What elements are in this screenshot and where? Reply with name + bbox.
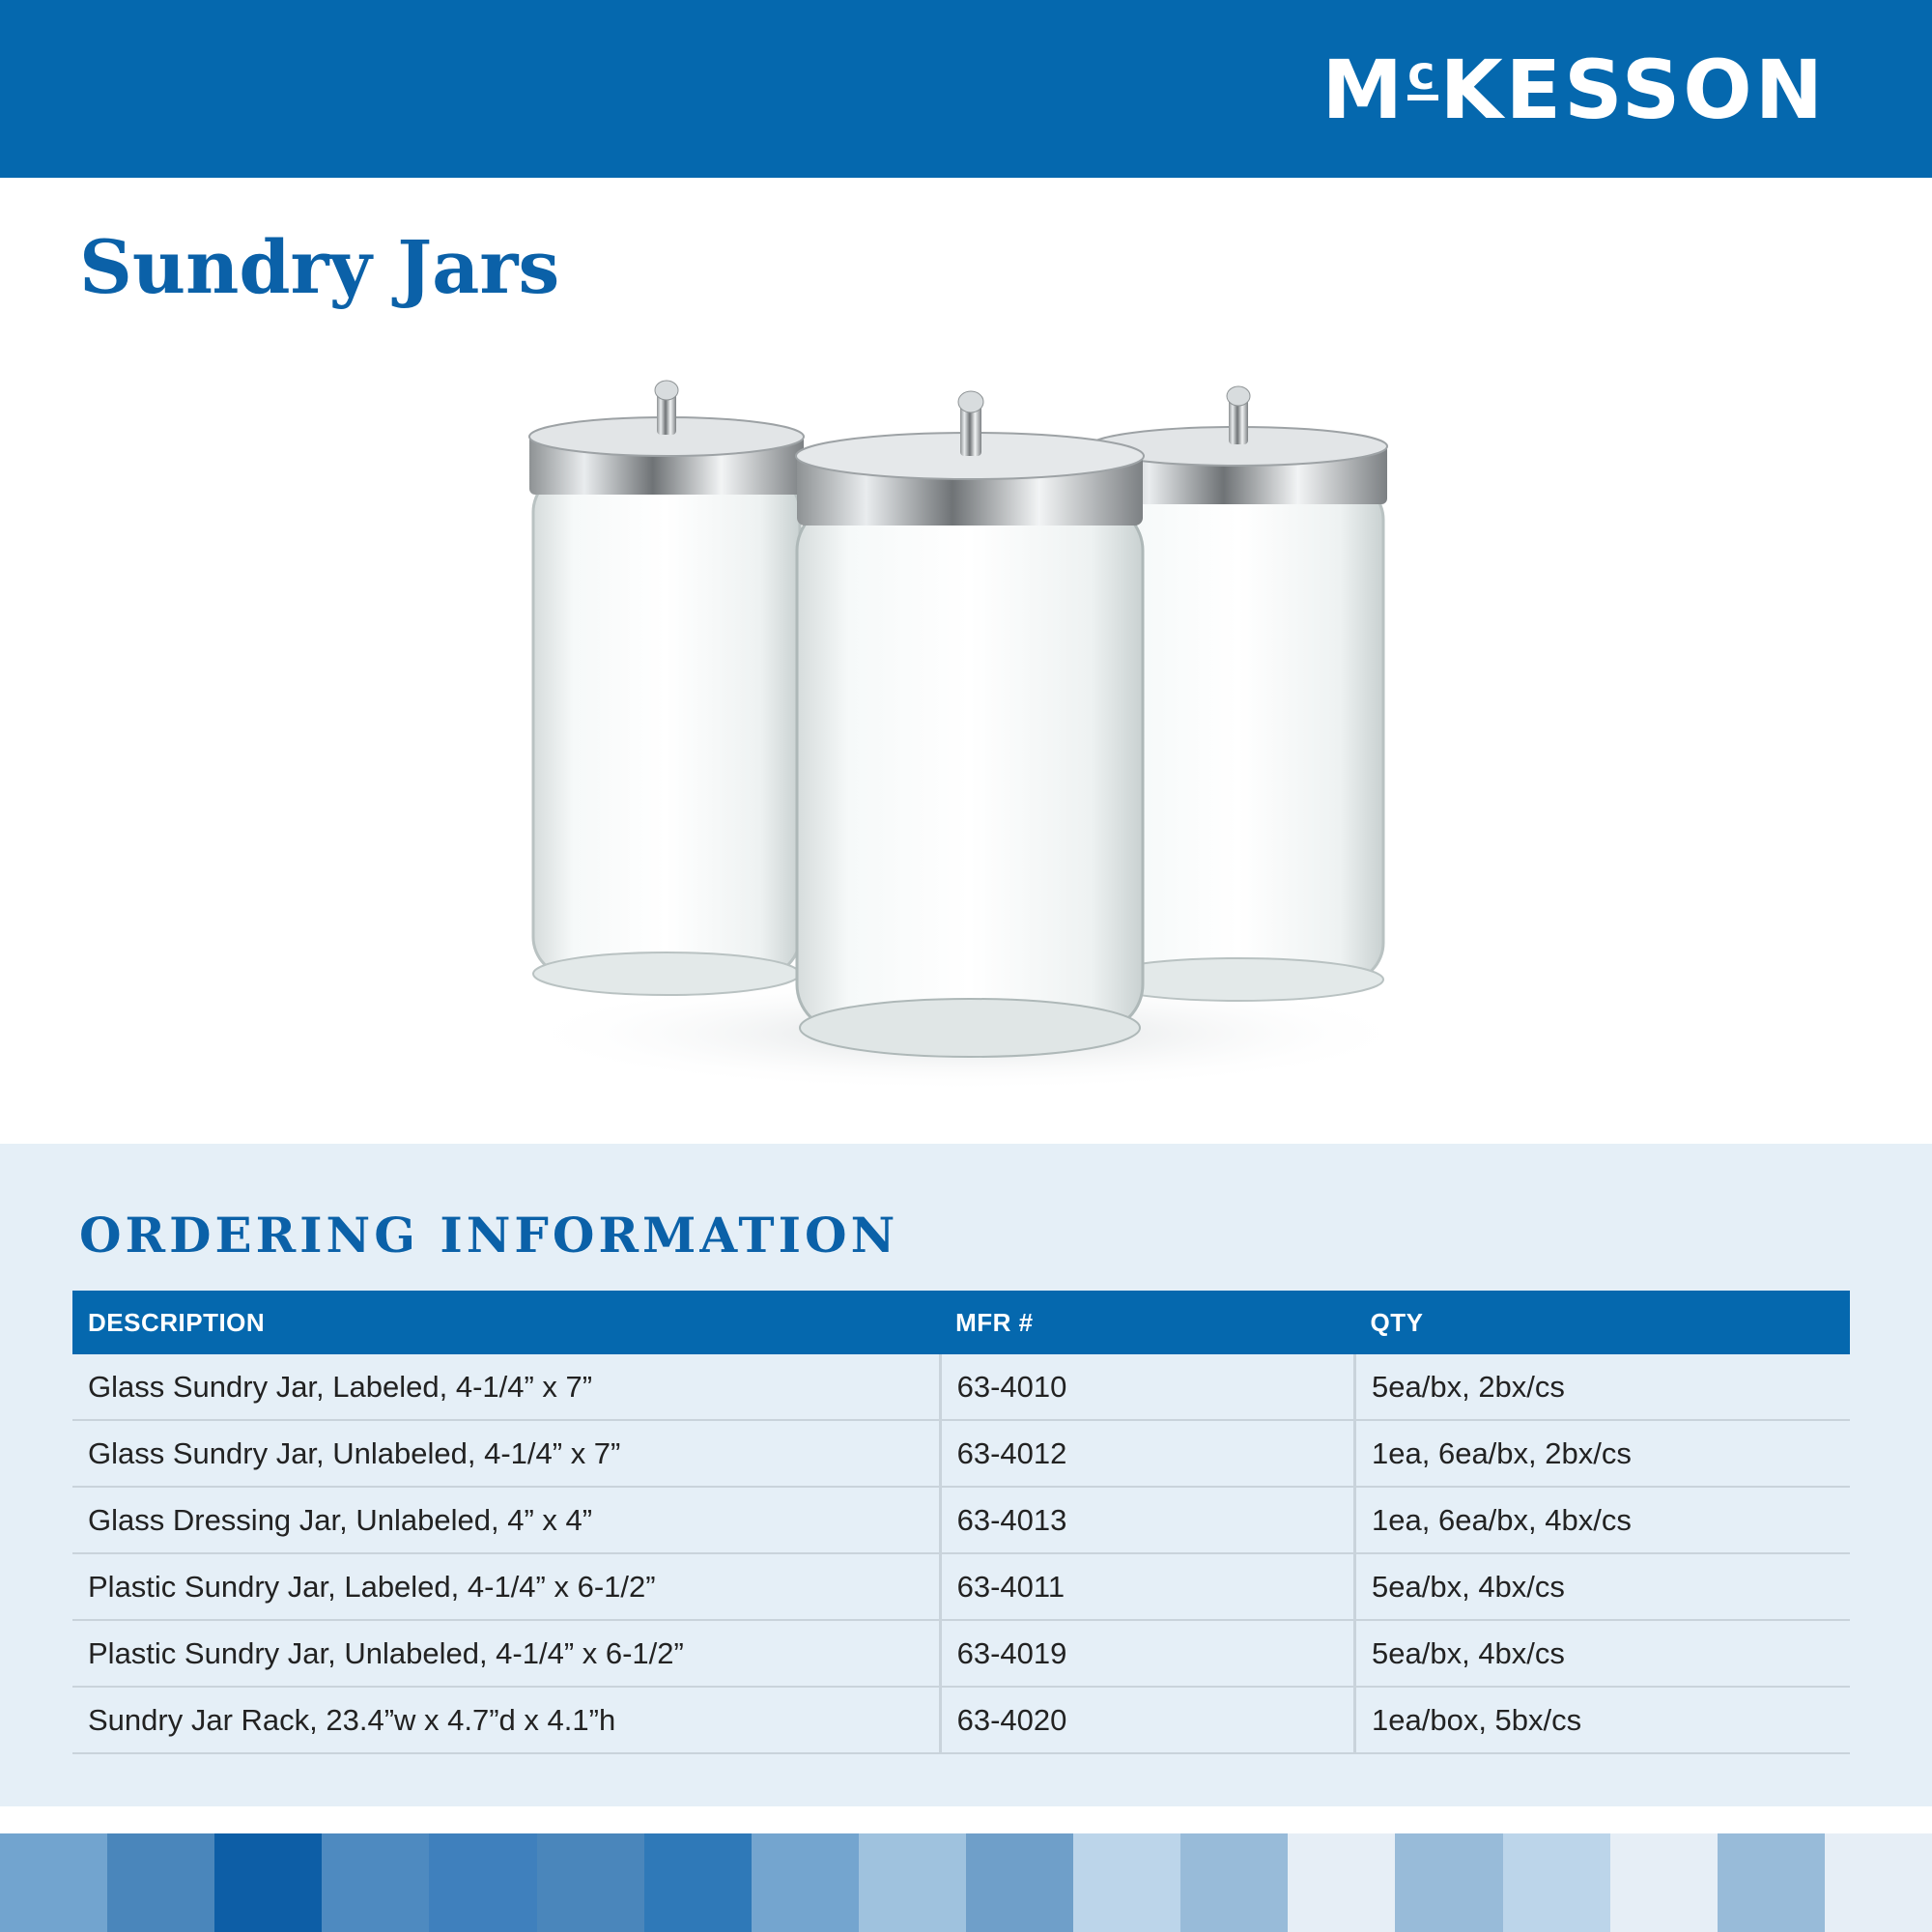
color-swatch (966, 1833, 1073, 1932)
qty-cell: 5ea/bx, 2bx/cs (1355, 1354, 1850, 1420)
page-title: Sundry Jars (79, 224, 560, 310)
description-cell: Glass Dressing Jar, Unlabeled, 4” x 4” (72, 1487, 940, 1553)
table-row (72, 1687, 1850, 1753)
jar-center (796, 391, 1144, 1057)
table-row (72, 1487, 1850, 1553)
color-swatch-strip (0, 1833, 1932, 1932)
table-header-row (72, 1291, 1850, 1354)
color-swatch (537, 1833, 644, 1932)
color-swatch (1180, 1833, 1288, 1932)
color-swatch (1503, 1833, 1610, 1932)
qty-cell: 1ea, 6ea/bx, 2bx/cs (1355, 1420, 1850, 1487)
color-swatch (1610, 1833, 1718, 1932)
column-header-mfr: MFR # (940, 1291, 1354, 1354)
mfr-cell: 63-4010 (940, 1354, 1354, 1420)
color-swatch (1395, 1833, 1502, 1932)
description-cell: Sundry Jar Rack, 23.4”w x 4.7”d x 4.1”h (72, 1687, 940, 1753)
description-cell: Glass Sundry Jar, Unlabeled, 4-1/4” x 7” (72, 1420, 940, 1487)
color-swatch (1825, 1833, 1932, 1932)
column-header-description: DESCRIPTION (72, 1291, 940, 1354)
table-row (72, 1553, 1850, 1620)
mfr-cell: 63-4020 (940, 1687, 1354, 1753)
color-swatch (1288, 1833, 1395, 1932)
qty-cell: 5ea/bx, 4bx/cs (1355, 1620, 1850, 1687)
color-swatch (1073, 1833, 1180, 1932)
mfr-cell: 63-4012 (940, 1420, 1354, 1487)
color-swatch (214, 1833, 322, 1932)
table-row (72, 1420, 1850, 1487)
qty-cell: 1ea, 6ea/bx, 4bx/cs (1355, 1487, 1850, 1553)
color-swatch (644, 1833, 752, 1932)
mckesson-logo: McKESSON (1321, 43, 1826, 137)
mfr-cell: 63-4011 (940, 1553, 1354, 1620)
description-cell: Plastic Sundry Jar, Labeled, 4-1/4” x 6-1/2” (72, 1553, 940, 1620)
color-swatch (322, 1833, 429, 1932)
qty-cell: 5ea/bx, 4bx/cs (1355, 1553, 1850, 1620)
color-swatch (752, 1833, 859, 1932)
table-row (72, 1354, 1850, 1420)
color-swatch (859, 1833, 966, 1932)
jar-left (529, 381, 804, 995)
ordering-title: ORDERING INFORMATION (79, 1207, 899, 1264)
color-swatch (0, 1833, 107, 1932)
description-cell: Plastic Sundry Jar, Unlabeled, 4-1/4” x 6-1/2” (72, 1620, 940, 1687)
color-swatch (429, 1833, 536, 1932)
color-swatch (1718, 1833, 1825, 1932)
color-swatch (107, 1833, 214, 1932)
mfr-cell: 63-4013 (940, 1487, 1354, 1553)
product-photo (464, 367, 1478, 1101)
qty-cell: 1ea/box, 5bx/cs (1355, 1687, 1850, 1753)
header-bar (0, 0, 1932, 178)
column-header-qty: QTY (1355, 1291, 1850, 1354)
table-row (72, 1620, 1850, 1687)
ordering-table (72, 1291, 1850, 1754)
description-cell: Glass Sundry Jar, Labeled, 4-1/4” x 7” (72, 1354, 940, 1420)
mfr-cell: 63-4019 (940, 1620, 1354, 1687)
